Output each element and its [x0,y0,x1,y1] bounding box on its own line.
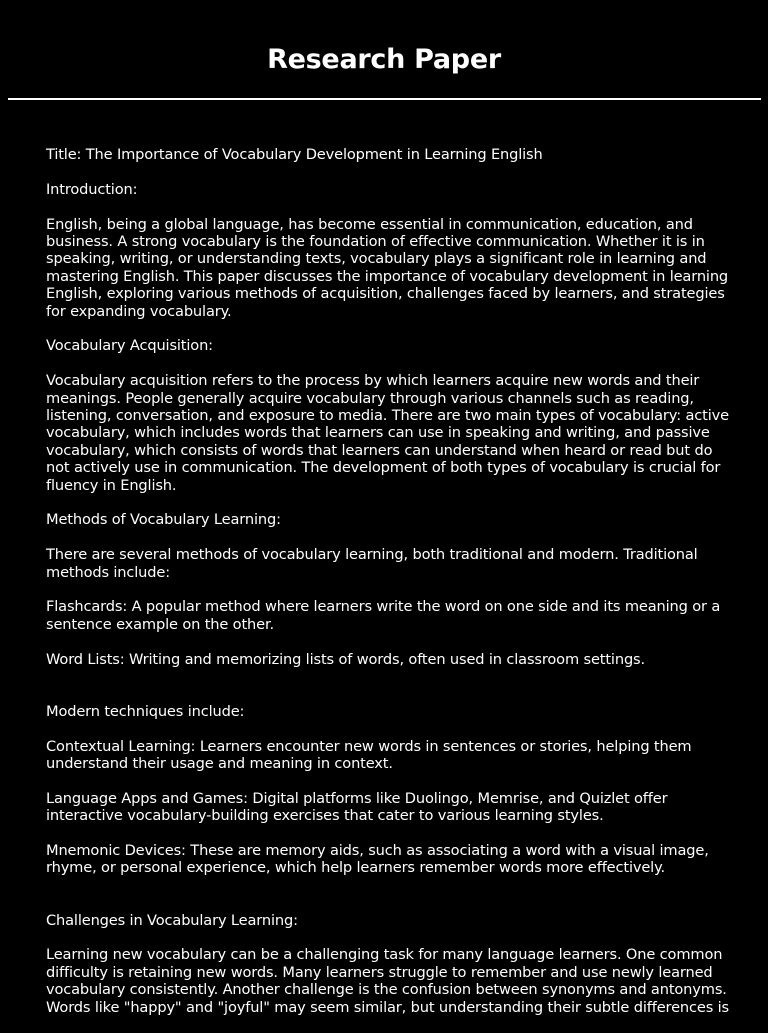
language-apps-item: Language Apps and Games: Digital platforms like Duolingo, Memrise, and Quizlet offer interactive vocabulary-building exercises that cater to various learning styles. [46,789,668,825]
page-title: Research Paper [267,44,501,75]
paper-title-line: Title: The Importance of Vocabulary Development in Learning English [46,146,543,163]
challenges-heading: Challenges in Vocabulary Learning: [46,911,298,929]
contextual-learning-item: Contextual Learning: Learners encounter new words in sentences or stories, helping them understand their usage and meaning in context. [46,737,692,773]
header-divider [8,98,761,100]
acquisition-paragraph: Vocabulary acquisition refers to the process by which learners acquire new words and their meanings. People generally acquire vocabulary through various channels such as reading, listening, conversation, and exposure to media. There are two main types of vocabulary: active vocabulary, which includes words that learners can use in speaking and writing, and passive vocabulary, which consists of words that learners can understand when heard or read but do not actively use in communication. The development of both types of vocabulary is crucial for fluency in English. [46,372,729,494]
flashcards-item: Flashcards: A popular method where learners write the word on one side and its meaning or a sentence example on the other. [46,598,721,633]
paper-content [46,146,736,1033]
modern-techniques-intro: Modern techniques include: [46,702,245,720]
methods-intro-paragraph: There are several methods of vocabulary learning, both traditional and modern. Traditional methods include: [46,546,698,581]
challenges-paragraph: Learning new vocabulary can be a challenging task for many language learners. One common difficulty is retaining new words. Many learners struggle to remember and use newly learned vocabulary consistently. Another challenge is the confusion between synonyms and antonyms. Words like "happy" and "joyful" may seem similar, but understanding their subtle differences is [46,946,729,1016]
introduction-paragraph: English, being a global language, has become essential in communication, education, and business. A strong vocabulary is the foundation of effective communication. Whether it is in speaking, writing, or understanding texts, vocabulary plays a significant role in learning and mastering English. This paper discusses the importance of vocabulary development in learning English, exploring various methods of acquisition, challenges faced by learners, and strategies for expanding vocabulary. [46,215,729,320]
acquisition-heading: Vocabulary Acquisition: [46,337,213,355]
page-header [0,0,768,100]
mnemonic-devices-item: Mnemonic Devices: These are memory aids, such as associating a word with a visual image, rhyme, or personal experience, which help learners remember words more effectively. [46,842,709,877]
methods-heading: Methods of Vocabulary Learning: [46,511,281,529]
word-lists-item: Word Lists: Writing and memorizing lists of words, often used in classroom settings. [46,650,645,668]
introduction-heading: Introduction: [46,180,138,198]
